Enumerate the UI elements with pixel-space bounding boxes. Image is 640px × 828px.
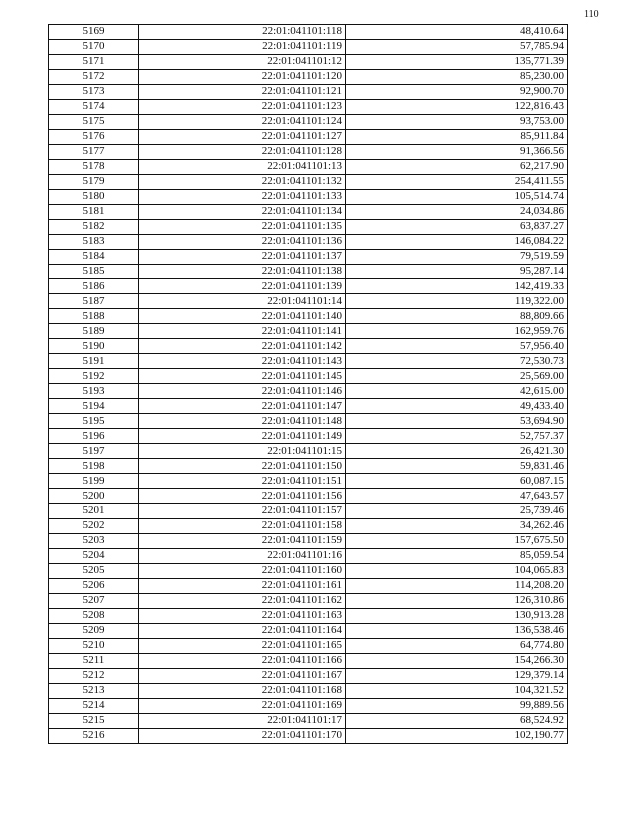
- table-row: [49, 489, 568, 504]
- value-cell: 57,956.40: [346, 339, 568, 354]
- row-number-cell: 5182: [49, 219, 139, 234]
- table-row: [49, 369, 568, 384]
- cadastral-number-cell: 22:01:041101:169: [139, 698, 346, 713]
- cadastral-number-cell: 22:01:041101:147: [139, 399, 346, 414]
- value-cell: 68,524.92: [346, 713, 568, 728]
- cadastral-number-cell: 22:01:041101:161: [139, 578, 346, 593]
- table-row: [49, 324, 568, 339]
- table-row: [49, 414, 568, 429]
- cadastral-number-cell: 22:01:041101:151: [139, 474, 346, 489]
- table-row: [49, 459, 568, 474]
- table-row: [49, 518, 568, 533]
- cadastral-number-cell: 22:01:041101:156: [139, 489, 346, 504]
- row-number-cell: 5199: [49, 474, 139, 489]
- value-cell: 47,643.57: [346, 489, 568, 504]
- table-row: [49, 159, 568, 174]
- row-number-cell: 5215: [49, 713, 139, 728]
- cadastral-number-cell: 22:01:041101:146: [139, 384, 346, 399]
- row-number-cell: 5173: [49, 84, 139, 99]
- row-number-cell: 5197: [49, 444, 139, 459]
- table-row: [49, 474, 568, 489]
- row-number-cell: 5192: [49, 369, 139, 384]
- cadastral-number-cell: 22:01:041101:13: [139, 159, 346, 174]
- value-cell: 114,208.20: [346, 578, 568, 593]
- table-row: [49, 189, 568, 204]
- table-row: [49, 294, 568, 309]
- data-table: [48, 24, 568, 744]
- cadastral-number-cell: 22:01:041101:128: [139, 144, 346, 159]
- table-row: [49, 698, 568, 713]
- row-number-cell: 5178: [49, 159, 139, 174]
- row-number-cell: 5203: [49, 533, 139, 548]
- table-row: [49, 174, 568, 189]
- cadastral-number-cell: 22:01:041101:16: [139, 548, 346, 563]
- table-row: [49, 279, 568, 294]
- table-row: [49, 429, 568, 444]
- table-row: [49, 69, 568, 84]
- row-number-cell: 5202: [49, 518, 139, 533]
- cadastral-number-cell: 22:01:041101:150: [139, 459, 346, 474]
- table-row: [49, 54, 568, 69]
- cadastral-number-cell: 22:01:041101:166: [139, 653, 346, 668]
- value-cell: 34,262.46: [346, 518, 568, 533]
- row-number-cell: 5187: [49, 294, 139, 309]
- cadastral-number-cell: 22:01:041101:127: [139, 129, 346, 144]
- row-number-cell: 5186: [49, 279, 139, 294]
- table-row: [49, 399, 568, 414]
- value-cell: 60,087.15: [346, 474, 568, 489]
- table-row: [49, 384, 568, 399]
- value-cell: 146,084.22: [346, 234, 568, 249]
- row-number-cell: 5171: [49, 54, 139, 69]
- cadastral-number-cell: 22:01:041101:165: [139, 638, 346, 653]
- row-number-cell: 5198: [49, 459, 139, 474]
- cadastral-number-cell: 22:01:041101:121: [139, 84, 346, 99]
- row-number-cell: 5185: [49, 264, 139, 279]
- row-number-cell: 5210: [49, 638, 139, 653]
- value-cell: 104,065.83: [346, 563, 568, 578]
- value-cell: 62,217.90: [346, 159, 568, 174]
- value-cell: 57,785.94: [346, 39, 568, 54]
- cadastral-number-cell: 22:01:041101:162: [139, 593, 346, 608]
- value-cell: 119,322.00: [346, 294, 568, 309]
- cadastral-number-cell: 22:01:041101:123: [139, 99, 346, 114]
- table-row: [49, 533, 568, 548]
- row-number-cell: 5183: [49, 234, 139, 249]
- value-cell: 26,421.30: [346, 444, 568, 459]
- value-cell: 129,379.14: [346, 668, 568, 683]
- row-number-cell: 5169: [49, 25, 139, 40]
- row-number-cell: 5195: [49, 414, 139, 429]
- row-number-cell: 5213: [49, 683, 139, 698]
- row-number-cell: 5196: [49, 429, 139, 444]
- value-cell: 85,230.00: [346, 69, 568, 84]
- value-cell: 142,419.33: [346, 279, 568, 294]
- value-cell: 42,615.00: [346, 384, 568, 399]
- row-number-cell: 5214: [49, 698, 139, 713]
- value-cell: 122,816.43: [346, 99, 568, 114]
- cadastral-number-cell: 22:01:041101:132: [139, 174, 346, 189]
- table-row: [49, 623, 568, 638]
- value-cell: 104,321.52: [346, 683, 568, 698]
- row-number-cell: 5189: [49, 324, 139, 339]
- value-cell: 49,433.40: [346, 399, 568, 414]
- table-row: [49, 354, 568, 369]
- cadastral-number-cell: 22:01:041101:143: [139, 354, 346, 369]
- value-cell: 254,411.55: [346, 174, 568, 189]
- row-number-cell: 5179: [49, 174, 139, 189]
- row-number-cell: 5191: [49, 354, 139, 369]
- cadastral-number-cell: 22:01:041101:167: [139, 668, 346, 683]
- row-number-cell: 5201: [49, 504, 139, 519]
- cadastral-number-cell: 22:01:041101:160: [139, 563, 346, 578]
- table-row: [49, 84, 568, 99]
- row-number-cell: 5194: [49, 399, 139, 414]
- value-cell: 25,739.46: [346, 504, 568, 519]
- cadastral-number-cell: 22:01:041101:138: [139, 264, 346, 279]
- table-row: [49, 219, 568, 234]
- table-row: [49, 264, 568, 279]
- value-cell: 105,514.74: [346, 189, 568, 204]
- value-cell: 59,831.46: [346, 459, 568, 474]
- value-cell: 85,911.84: [346, 129, 568, 144]
- table-row: [49, 339, 568, 354]
- cadastral-number-cell: 22:01:041101:157: [139, 504, 346, 519]
- row-number-cell: 5212: [49, 668, 139, 683]
- cadastral-number-cell: 22:01:041101:15: [139, 444, 346, 459]
- cadastral-number-cell: 22:01:041101:133: [139, 189, 346, 204]
- table-row: [49, 204, 568, 219]
- table-row: [49, 444, 568, 459]
- table-row: [49, 653, 568, 668]
- cadastral-number-cell: 22:01:041101:139: [139, 279, 346, 294]
- row-number-cell: 5193: [49, 384, 139, 399]
- table-row: [49, 25, 568, 40]
- value-cell: 24,034.86: [346, 204, 568, 219]
- row-number-cell: 5190: [49, 339, 139, 354]
- cadastral-number-cell: 22:01:041101:164: [139, 623, 346, 638]
- row-number-cell: 5174: [49, 99, 139, 114]
- row-number-cell: 5216: [49, 728, 139, 743]
- table-row: [49, 504, 568, 519]
- table-row: [49, 728, 568, 743]
- value-cell: 25,569.00: [346, 369, 568, 384]
- value-cell: 79,519.59: [346, 249, 568, 264]
- cadastral-number-cell: 22:01:041101:170: [139, 728, 346, 743]
- cadastral-number-cell: 22:01:041101:12: [139, 54, 346, 69]
- row-number-cell: 5204: [49, 548, 139, 563]
- cadastral-number-cell: 22:01:041101:149: [139, 429, 346, 444]
- table-row: [49, 249, 568, 264]
- row-number-cell: 5209: [49, 623, 139, 638]
- table-row: [49, 683, 568, 698]
- row-number-cell: 5180: [49, 189, 139, 204]
- table-row: [49, 668, 568, 683]
- value-cell: 157,675.50: [346, 533, 568, 548]
- value-cell: 85,059.54: [346, 548, 568, 563]
- row-number-cell: 5184: [49, 249, 139, 264]
- value-cell: 162,959.76: [346, 324, 568, 339]
- table-row: [49, 114, 568, 129]
- row-number-cell: 5207: [49, 593, 139, 608]
- row-number-cell: 5170: [49, 39, 139, 54]
- value-cell: 135,771.39: [346, 54, 568, 69]
- cadastral-number-cell: 22:01:041101:141: [139, 324, 346, 339]
- row-number-cell: 5208: [49, 608, 139, 623]
- row-number-cell: 5211: [49, 653, 139, 668]
- value-cell: 91,366.56: [346, 144, 568, 159]
- cadastral-number-cell: 22:01:041101:159: [139, 533, 346, 548]
- table-row: [49, 563, 568, 578]
- row-number-cell: 5181: [49, 204, 139, 219]
- value-cell: 88,809.66: [346, 309, 568, 324]
- row-number-cell: 5177: [49, 144, 139, 159]
- table-row: [49, 234, 568, 249]
- value-cell: 72,530.73: [346, 354, 568, 369]
- cadastral-number-cell: 22:01:041101:136: [139, 234, 346, 249]
- row-number-cell: 5200: [49, 489, 139, 504]
- table-row: [49, 548, 568, 563]
- row-number-cell: 5172: [49, 69, 139, 84]
- table-row: [49, 608, 568, 623]
- value-cell: 53,694.90: [346, 414, 568, 429]
- value-cell: 64,774.80: [346, 638, 568, 653]
- cadastral-number-cell: 22:01:041101:163: [139, 608, 346, 623]
- row-number-cell: 5175: [49, 114, 139, 129]
- page-number: 110: [584, 9, 599, 20]
- table-row: [49, 578, 568, 593]
- value-cell: 48,410.64: [346, 25, 568, 40]
- table-row: [49, 638, 568, 653]
- value-cell: 102,190.77: [346, 728, 568, 743]
- cadastral-number-cell: 22:01:041101:119: [139, 39, 346, 54]
- cadastral-number-cell: 22:01:041101:17: [139, 713, 346, 728]
- value-cell: 99,889.56: [346, 698, 568, 713]
- cadastral-number-cell: 22:01:041101:14: [139, 294, 346, 309]
- cadastral-number-cell: 22:01:041101:142: [139, 339, 346, 354]
- table-row: [49, 39, 568, 54]
- row-number-cell: 5206: [49, 578, 139, 593]
- cadastral-number-cell: 22:01:041101:135: [139, 219, 346, 234]
- cadastral-number-cell: 22:01:041101:118: [139, 25, 346, 40]
- table-row: [49, 713, 568, 728]
- table-row: [49, 593, 568, 608]
- value-cell: 92,900.70: [346, 84, 568, 99]
- table-row: [49, 144, 568, 159]
- cadastral-number-cell: 22:01:041101:124: [139, 114, 346, 129]
- cadastral-number-cell: 22:01:041101:134: [139, 204, 346, 219]
- value-cell: 126,310.86: [346, 593, 568, 608]
- row-number-cell: 5176: [49, 129, 139, 144]
- value-cell: 136,538.46: [346, 623, 568, 638]
- row-number-cell: 5205: [49, 563, 139, 578]
- cadastral-number-cell: 22:01:041101:158: [139, 518, 346, 533]
- cadastral-number-cell: 22:01:041101:137: [139, 249, 346, 264]
- cadastral-number-cell: 22:01:041101:145: [139, 369, 346, 384]
- table-row: [49, 99, 568, 114]
- table-row: [49, 129, 568, 144]
- cadastral-number-cell: 22:01:041101:120: [139, 69, 346, 84]
- value-cell: 52,757.37: [346, 429, 568, 444]
- cadastral-number-cell: 22:01:041101:140: [139, 309, 346, 324]
- table-row: [49, 309, 568, 324]
- table-body: [49, 25, 568, 744]
- value-cell: 130,913.28: [346, 608, 568, 623]
- value-cell: 154,266.30: [346, 653, 568, 668]
- row-number-cell: 5188: [49, 309, 139, 324]
- value-cell: 63,837.27: [346, 219, 568, 234]
- value-cell: 95,287.14: [346, 264, 568, 279]
- cadastral-number-cell: 22:01:041101:168: [139, 683, 346, 698]
- value-cell: 93,753.00: [346, 114, 568, 129]
- cadastral-number-cell: 22:01:041101:148: [139, 414, 346, 429]
